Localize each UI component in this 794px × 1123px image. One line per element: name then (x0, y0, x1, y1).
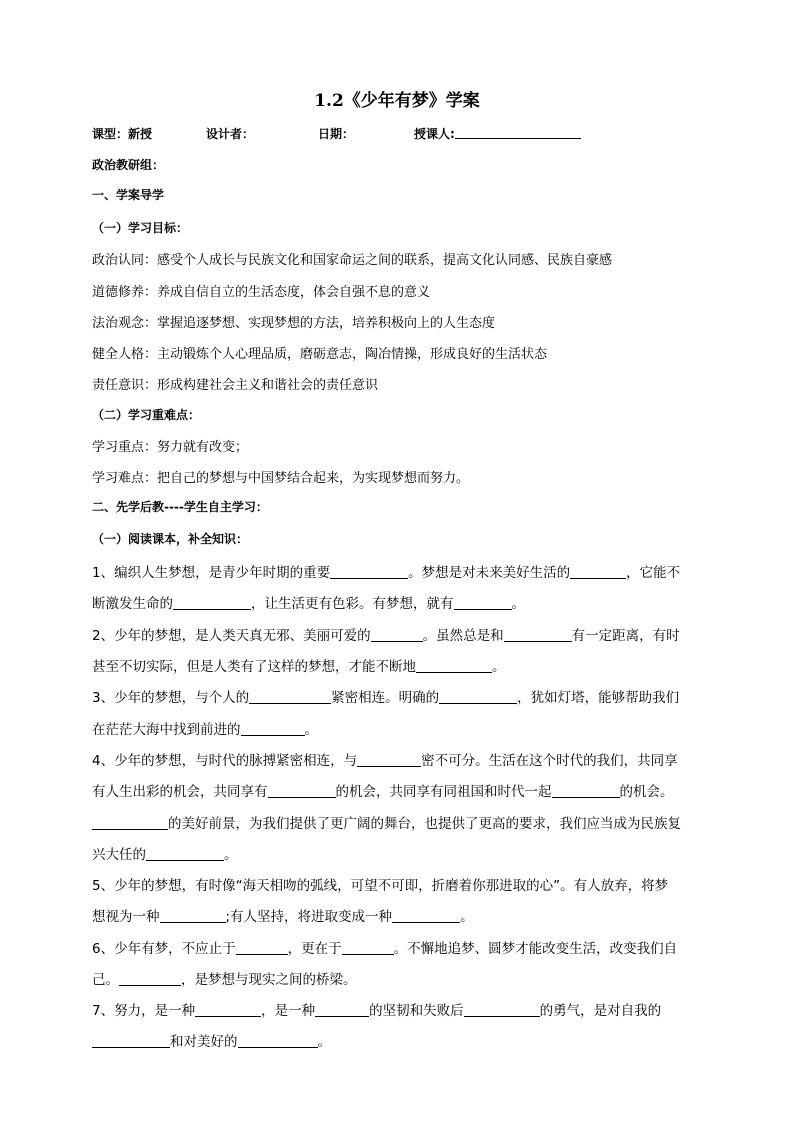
question-3-line-2: 在茫茫大海中找到前进的 。 (92, 722, 318, 738)
answer-blank[interactable] (249, 689, 331, 704)
answer-blank[interactable] (92, 815, 168, 830)
answer-blank[interactable] (315, 1002, 369, 1017)
objective-item: 政治认同：感受个人成长与民族文化和国家命运之间的联系，提高文化认同感、民族自豪感 (92, 253, 613, 268)
question-2-line-2: 甚至不切实际，但是人类有了这样的梦想，才能不断地 。 (92, 659, 506, 675)
answer-blank[interactable] (236, 940, 288, 955)
answer-blank[interactable] (268, 783, 336, 798)
question-4-line-3: 的美好前景，为我们提供了更广阔的舞台，也提供了更高的要求，我们应当成为民族复 (92, 812, 681, 832)
designer-label: 设计者： (206, 127, 255, 141)
subheading-key-points: （二）学习重难点： (92, 408, 201, 422)
subheading-objectives: （一）学习目标： (92, 221, 189, 235)
teacher-label: 授课人: (414, 127, 455, 141)
section-heading-1: 一、学案导学 (92, 188, 165, 202)
answer-blank[interactable] (173, 595, 251, 610)
question-6-line-2: 己。 ，是梦想与现实之间的桥梁。 (92, 972, 357, 988)
subheading-reading: （一）阅读课本，补全知识： (92, 532, 249, 546)
answer-blank[interactable] (146, 846, 224, 861)
answer-blank[interactable] (119, 971, 181, 986)
question-1-line-2: 断激发生命的 ，让生活更有色彩。有梦想，就有 。 (92, 596, 525, 612)
teacher-blank[interactable] (455, 125, 581, 139)
answer-blank[interactable] (416, 658, 492, 673)
difficult-point: 学习难点：把自己的梦想与中国梦结合起来，为实现梦想而努力。 (92, 471, 470, 486)
question-3-line-1: 3、少年的梦想，与个人的 紧密相连。明确的 ，犹如灯塔，能够帮助我们 (92, 690, 680, 706)
page-title: 1.2《少年有梦》学案 (314, 91, 480, 111)
answer-blank[interactable] (552, 783, 620, 798)
answer-blank[interactable] (160, 908, 226, 923)
question-7-line-2: 和对美好的 。 (92, 1030, 331, 1050)
objective-item: 道德修养：养成自信自立的生活态度，体会自强不息的意义 (92, 285, 431, 300)
question-5-line-1: 5、少年的梦想，有时像“海天相吻的弧线，可望不可即，折磨着你那进取的心”。有人放弃，将梦 (92, 878, 669, 894)
answer-blank[interactable] (570, 564, 626, 579)
question-7-line-1: 7、努力，是一种 ，是一种 的坚韧和失败后 的勇气，是对自我的 (92, 1003, 662, 1019)
answer-blank[interactable] (330, 564, 408, 579)
key-point: 学习重点：努力就有改变； (92, 440, 249, 455)
answer-blank[interactable] (241, 721, 305, 736)
question-4-line-2: 有人生出彩的机会，共同享有 的机会，共同享有同祖国和时代一起 的机会。 (92, 784, 674, 800)
answer-blank[interactable] (371, 627, 423, 642)
answer-blank[interactable] (195, 1002, 261, 1017)
teacher-field (414, 125, 455, 142)
answer-blank[interactable] (392, 908, 460, 923)
answer-blank[interactable] (464, 1002, 540, 1017)
question-4-line-4: 兴大任的 。 (92, 847, 238, 863)
answer-blank[interactable] (342, 940, 394, 955)
question-2-line-1: 2、少年的梦想，是人类天真无邪、美丽可爱的 。虽然总是和 有一定距离，有时 (92, 628, 680, 644)
answer-blank[interactable] (439, 689, 517, 704)
question-1-line-1: 1、编织人生梦想，是青少年时期的重要 。梦想是对未来美好生活的 ，它能不 (92, 565, 681, 581)
objective-item: 法治观念：掌握追逐梦想、实现梦想的方法，培养积极向上的人生态度 (92, 316, 496, 331)
date-label: 日期： (318, 127, 355, 141)
question-6-line-1: 6、少年有梦，不应止于 ，更在于 。不懈地追梦、圆梦才能改变生活，改变我们自 (92, 941, 678, 957)
answer-blank[interactable] (238, 1033, 318, 1048)
group-label: 政治教研组： (92, 158, 165, 172)
answer-blank[interactable] (504, 627, 572, 642)
answer-blank[interactable] (454, 595, 512, 610)
course-type: 课型：新授 (92, 127, 153, 141)
question-4-line-1: 4、少年的梦想，与时代的脉搏紧密相连，与 密不可分。生活在这个时代的我们，共同享 (92, 753, 678, 769)
objective-item: 健全人格：主动锻炼个人心理品质，磨砺意志，陶冶情操，形成良好的生活状态 (92, 347, 548, 362)
answer-blank[interactable] (357, 752, 421, 767)
section-heading-2: 二、先学后教----学生自主学习： (92, 500, 268, 514)
question-5-line-2: 想视为一种 ;有人坚持，将进取变成一种 。 (92, 909, 474, 925)
answer-blank[interactable] (92, 1033, 170, 1048)
objective-item: 责任意识：形成构建社会主义和谐社会的责任意识 (92, 378, 379, 393)
